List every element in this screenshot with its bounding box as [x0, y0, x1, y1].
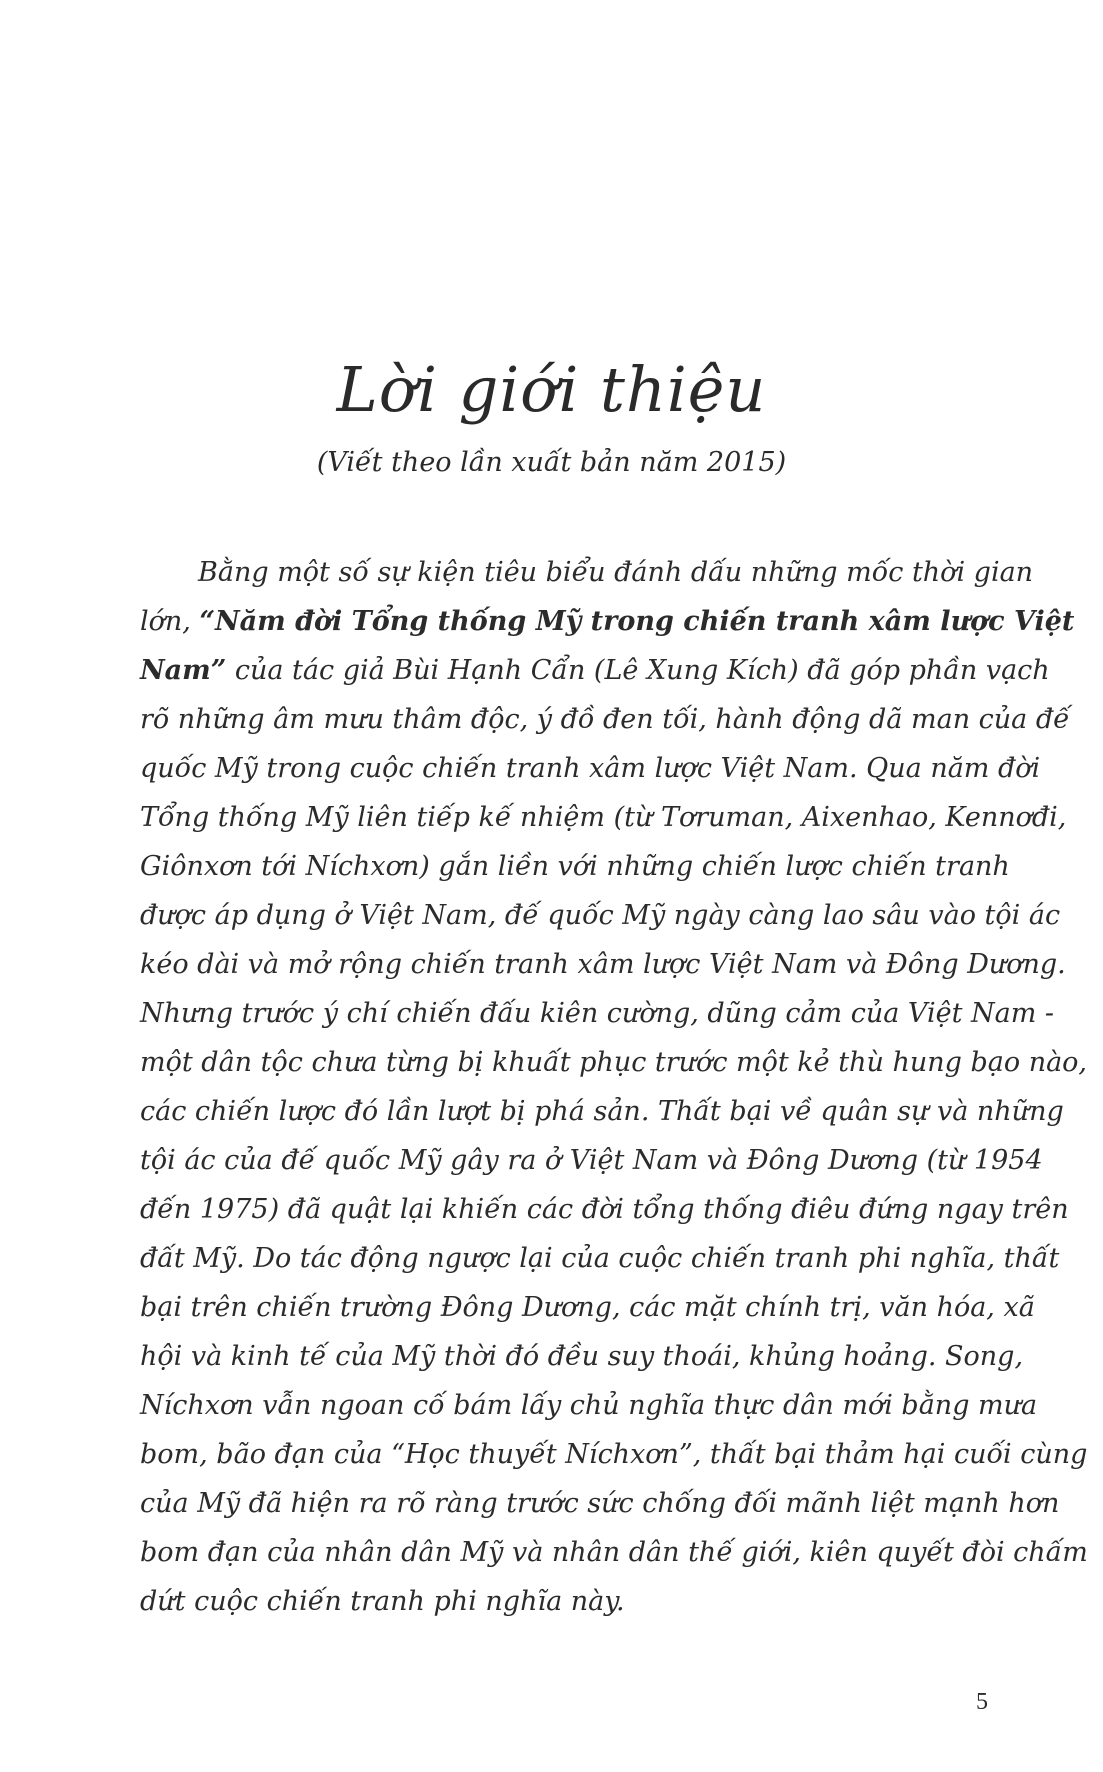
body-line: Tổng thống Mỹ liên tiếp kế nhiệm (từ Tơruman, Aixenhao, Kennơđi, [140, 802, 1067, 833]
body-line: các chiến lược đó lần lượt bị phá sản. Thất bại về quân sự và những [140, 1096, 1064, 1127]
body-line-segment: của tác giả Bùi Hạnh Cẩn (Lê Xung Kích) đã góp phần vạch [226, 655, 1050, 686]
body-line: Bằng một số sự kiện tiêu biểu đánh dấu những mốc thời gian [198, 557, 1034, 588]
body-line: được áp dụng ở Việt Nam, đế quốc Mỹ ngày càng lao sâu vào tội ác [140, 900, 1061, 931]
body-line: Giônxơn tới Níchxơn) gắn liền với những chiến lược chiến tranh [140, 851, 1010, 882]
page-subtitle: (Viết theo lần xuất bản năm 2015) [316, 447, 787, 478]
body-line: quốc Mỹ trong cuộc chiến tranh xâm lược Việt Nam. Qua năm đời [140, 753, 1041, 784]
body-line: một dân tộc chưa từng bị khuất phục trước một kẻ thù hung bạo nào, [140, 1047, 1088, 1078]
body-paragraph [140, 548, 1088, 1626]
body-line: bom đạn của nhân dân Mỹ và nhân dân thế giới, kiên quyết đòi chấm [140, 1537, 1088, 1568]
body-line-segment: lớn, [140, 606, 200, 637]
body-line [140, 597, 1075, 646]
body-line: Nhưng trước ý chí chiến đấu kiên cường, dũng cảm của Việt Nam - [140, 998, 1055, 1029]
body-line: dứt cuộc chiến tranh phi nghĩa này. [140, 1586, 625, 1617]
book-title-bold-end: Nam” [140, 655, 227, 686]
body-line [140, 646, 1050, 695]
body-line: bom, bão đạn của “Học thuyết Níchxơn”, thất bại thảm hại cuối cùng [140, 1439, 1088, 1470]
body-line: tội ác của đế quốc Mỹ gây ra ở Việt Nam và Đông Dương (từ 1954 [140, 1145, 1043, 1176]
body-line: rõ những âm mưu thâm độc, ý đồ đen tối, hành động dã man của đế [140, 704, 1070, 735]
body-line: hội và kinh tế của Mỹ thời đó đều suy thoái, khủng hoảng. Song, [140, 1341, 1024, 1372]
book-title-bold: “Năm đời Tổng thống Mỹ trong chiến tranh xâm lược Việt [199, 606, 1075, 637]
body-line: đến 1975) đã quật lại khiến các đời tổng thống điêu đứng ngay trên [140, 1194, 1069, 1225]
page-number: 5 [976, 1689, 988, 1715]
body-line: bại trên chiến trường Đông Dương, các mặt chính trị, văn hóa, xã [140, 1292, 1035, 1323]
body-line: của Mỹ đã hiện ra rõ ràng trước sức chống đối mãnh liệt mạnh hơn [140, 1488, 1060, 1519]
body-line: kéo dài và mở rộng chiến tranh xâm lược Việt Nam và Đông Dương. [140, 949, 1066, 980]
page-title: Lời giới thiệu [336, 353, 767, 426]
body-line: đất Mỹ. Do tác động ngược lại của cuộc chiến tranh phi nghĩa, thất [140, 1243, 1060, 1274]
body-line: Níchxơn vẫn ngoan cố bám lấy chủ nghĩa thực dân mới bằng mưa [140, 1390, 1038, 1421]
